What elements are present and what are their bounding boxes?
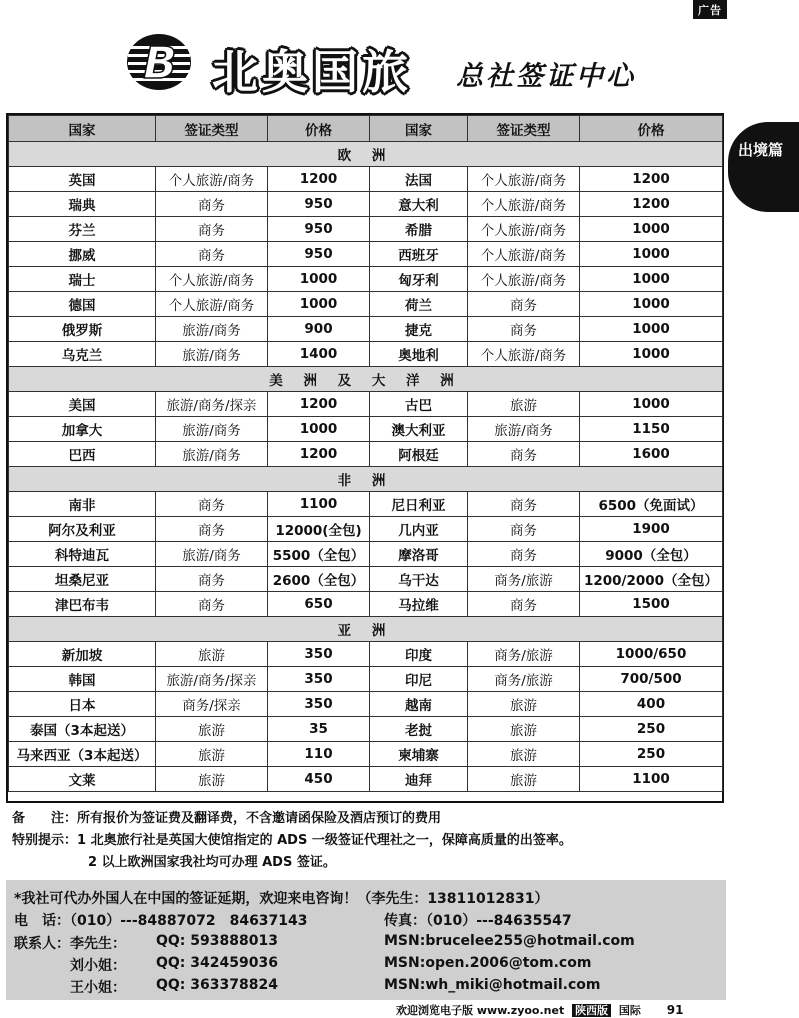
country-cell: 印尼	[370, 667, 468, 692]
page-footer	[396, 1002, 683, 1018]
price-cell: 1150	[580, 417, 723, 442]
price-cell: 250	[580, 742, 723, 767]
price-cell: 12000(全包)	[268, 517, 370, 542]
table-row	[9, 292, 723, 317]
price-cell: 1200	[268, 167, 370, 192]
remark-note: 备 注：所有报价为签证费及翻译费，不含邀请函保险及酒店预订的费用	[12, 811, 442, 826]
price-cell: 1900	[580, 517, 723, 542]
country-cell: 老挝	[370, 717, 468, 742]
price-cell: 350	[268, 692, 370, 717]
price-cell: 350	[268, 667, 370, 692]
price-cell: 1000	[580, 292, 723, 317]
country-cell: 迪拜	[370, 767, 468, 792]
table-row	[9, 417, 723, 442]
visa-type-cell: 商务/探亲	[156, 692, 268, 717]
visa-price-table	[6, 113, 724, 803]
ad-tag: 广告	[693, 0, 727, 19]
price-cell: 650	[268, 592, 370, 617]
region-row	[9, 617, 723, 642]
price-cell: 1200	[580, 192, 723, 217]
country-cell: 古巴	[370, 392, 468, 417]
footer-section: 国际	[618, 1004, 641, 1017]
region-row	[9, 467, 723, 492]
country-cell: 阿根廷	[370, 442, 468, 467]
country-cell: 瑞士	[9, 267, 156, 292]
footer-edition: 陕西版	[572, 1004, 611, 1017]
country-cell: 法国	[370, 167, 468, 192]
table-row	[9, 317, 723, 342]
price-cell: 1000	[268, 292, 370, 317]
country-cell: 巴西	[9, 442, 156, 467]
country-cell: 越南	[370, 692, 468, 717]
country-cell: 乌干达	[370, 567, 468, 592]
country-cell: 马拉维	[370, 592, 468, 617]
contact-msn: MSN:brucelee255@hotmail.com	[384, 933, 635, 949]
price-cell: 1500	[580, 592, 723, 617]
price-cell: 250	[580, 717, 723, 742]
country-cell: 澳大利亚	[370, 417, 468, 442]
visa-type-cell: 商务	[468, 592, 580, 617]
country-cell: 意大利	[370, 192, 468, 217]
country-cell: 韩国	[9, 667, 156, 692]
visa-type-cell: 旅游/商务	[156, 317, 268, 342]
contact-name: 王小姐：	[70, 980, 126, 996]
country-cell: 加拿大	[9, 417, 156, 442]
table-row	[9, 592, 723, 617]
contact-box	[6, 880, 726, 1000]
column-header: 国家	[370, 116, 468, 142]
price-cell: 350	[268, 642, 370, 667]
visa-type-cell: 个人旅游/商务	[468, 267, 580, 292]
header	[126, 32, 686, 99]
region-title: 欧 洲	[9, 142, 723, 167]
country-cell: 新加坡	[9, 642, 156, 667]
table-row	[9, 567, 723, 592]
country-cell: 摩洛哥	[370, 542, 468, 567]
visa-type-cell: 商务/旅游	[468, 642, 580, 667]
visa-type-cell: 个人旅游/商务	[468, 217, 580, 242]
column-header: 价格	[268, 116, 370, 142]
logo-letter: B	[143, 38, 177, 89]
visa-type-cell: 商务	[156, 217, 268, 242]
country-cell: 西班牙	[370, 242, 468, 267]
country-cell: 芬兰	[9, 217, 156, 242]
price-cell: 1000	[268, 267, 370, 292]
country-cell: 几内亚	[370, 517, 468, 542]
country-cell: 日本	[9, 692, 156, 717]
visa-type-cell: 商务	[468, 292, 580, 317]
visa-type-cell: 旅游	[156, 767, 268, 792]
price-cell: 1000/650	[580, 642, 723, 667]
country-cell: 希腊	[370, 217, 468, 242]
visa-type-cell: 旅游	[156, 742, 268, 767]
contact-name: 李先生：	[70, 936, 126, 952]
price-cell: 110	[268, 742, 370, 767]
visa-type-cell: 旅游/商务	[156, 342, 268, 367]
column-header: 签证类型	[468, 116, 580, 142]
logo-icon	[126, 32, 192, 92]
table-row	[9, 217, 723, 242]
price-cell: 1200	[580, 167, 723, 192]
region-row	[9, 367, 723, 392]
visa-type-cell: 旅游	[156, 642, 268, 667]
price-cell: 1000	[268, 417, 370, 442]
table-row	[9, 742, 723, 767]
price-cell: 1200	[268, 442, 370, 467]
visa-type-cell: 个人旅游/商务	[156, 267, 268, 292]
table-row	[9, 267, 723, 292]
table-row	[9, 517, 723, 542]
price-cell: 450	[268, 767, 370, 792]
country-cell: 坦桑尼亚	[9, 567, 156, 592]
country-cell: 挪威	[9, 242, 156, 267]
price-cell: 400	[580, 692, 723, 717]
contact-intro: *我社可代办外国人在中国的签证延期，欢迎来电咨询！（李先生：13811012831）	[14, 891, 549, 907]
country-cell: 泰国（3本起送）	[9, 717, 156, 742]
section-side-tab: 出境篇	[728, 122, 799, 212]
visa-type-cell: 旅游	[468, 767, 580, 792]
visa-type-cell: 个人旅游/商务	[156, 167, 268, 192]
table-header-row	[9, 116, 723, 142]
region-title: 亚 洲	[9, 617, 723, 642]
region-title: 美 洲 及 大 洋 洲	[9, 367, 723, 392]
price-cell: 1200	[268, 392, 370, 417]
visa-type-cell: 旅游	[156, 717, 268, 742]
column-header: 价格	[580, 116, 723, 142]
contact-name: 刘小姐：	[70, 958, 126, 974]
table-row	[9, 717, 723, 742]
phone-line: 电 话：（010）---84887072 84637143	[14, 913, 308, 929]
visa-type-cell: 商务	[156, 492, 268, 517]
column-header: 签证类型	[156, 116, 268, 142]
visa-type-cell: 个人旅游/商务	[156, 292, 268, 317]
price-cell: 950	[268, 242, 370, 267]
country-cell: 瑞典	[9, 192, 156, 217]
country-cell: 津巴布韦	[9, 592, 156, 617]
visa-type-cell: 旅游	[468, 742, 580, 767]
notes	[12, 808, 712, 874]
price-cell: 950	[268, 192, 370, 217]
brand-subtitle: 总社签证中心	[456, 61, 636, 92]
table-row	[9, 667, 723, 692]
contact-qq: QQ: 593888013	[156, 933, 278, 949]
column-header: 国家	[9, 116, 156, 142]
region-row	[9, 142, 723, 167]
table-row	[9, 767, 723, 792]
table-row	[9, 392, 723, 417]
visa-type-cell: 旅游	[468, 717, 580, 742]
price-cell: 1000	[580, 242, 723, 267]
price-cell: 1200/2000（全包）	[580, 567, 723, 592]
brand-name: 北奥国旅	[212, 45, 412, 99]
country-cell: 捷克	[370, 317, 468, 342]
contact-qq: QQ: 363378824	[156, 977, 278, 993]
country-cell: 印度	[370, 642, 468, 667]
visa-type-cell: 商务	[468, 317, 580, 342]
special-tip-2: 2 以上欧洲国家我社均可办理 ADS 签证。	[88, 855, 336, 870]
visa-type-cell: 旅游	[468, 692, 580, 717]
table-row	[9, 192, 723, 217]
visa-type-cell: 商务	[156, 517, 268, 542]
fax-line: 传真：（010）---84635547	[384, 913, 572, 929]
price-cell: 950	[268, 217, 370, 242]
country-cell: 文莱	[9, 767, 156, 792]
visa-type-cell: 商务	[156, 242, 268, 267]
visa-type-cell: 旅游	[468, 392, 580, 417]
price-cell: 6500（免面试）	[580, 492, 723, 517]
country-cell: 荷兰	[370, 292, 468, 317]
country-cell: 俄罗斯	[9, 317, 156, 342]
country-cell: 奥地利	[370, 342, 468, 367]
visa-type-cell: 商务/旅游	[468, 667, 580, 692]
country-cell: 南非	[9, 492, 156, 517]
visa-type-cell: 个人旅游/商务	[468, 342, 580, 367]
visa-type-cell: 商务	[156, 592, 268, 617]
table-row	[9, 342, 723, 367]
price-cell: 1000	[580, 392, 723, 417]
contacts-label: 联系人：	[14, 936, 70, 952]
visa-type-cell: 旅游/商务	[156, 542, 268, 567]
table-row	[9, 442, 723, 467]
country-cell: 阿尔及利亚	[9, 517, 156, 542]
table-row	[9, 492, 723, 517]
price-cell: 9000（全包）	[580, 542, 723, 567]
visa-type-cell: 商务	[156, 567, 268, 592]
country-cell: 柬埔寨	[370, 742, 468, 767]
table-row	[9, 242, 723, 267]
country-cell: 匈牙利	[370, 267, 468, 292]
price-cell: 5500（全包）	[268, 542, 370, 567]
visa-type-cell: 商务	[468, 492, 580, 517]
country-cell: 尼日利亚	[370, 492, 468, 517]
price-cell: 900	[268, 317, 370, 342]
price-cell: 2600（全包）	[268, 567, 370, 592]
visa-type-cell: 旅游/商务	[468, 417, 580, 442]
footer-site: 欢迎浏览电子版 www.zyoo.net	[396, 1004, 565, 1017]
price-cell: 1000	[580, 317, 723, 342]
table-row	[9, 167, 723, 192]
price-cell: 1000	[580, 342, 723, 367]
price-cell: 1100	[268, 492, 370, 517]
visa-type-cell: 商务	[468, 542, 580, 567]
country-cell: 美国	[9, 392, 156, 417]
price-cell: 1100	[580, 767, 723, 792]
page-number: 91	[666, 1003, 684, 1017]
country-cell: 科特迪瓦	[9, 542, 156, 567]
price-cell: 1000	[580, 217, 723, 242]
visa-type-cell: 旅游/商务	[156, 442, 268, 467]
visa-type-cell: 个人旅游/商务	[468, 242, 580, 267]
country-cell: 德国	[9, 292, 156, 317]
visa-type-cell: 商务	[468, 442, 580, 467]
country-cell: 英国	[9, 167, 156, 192]
contact-qq: QQ: 342459036	[156, 955, 278, 971]
visa-type-cell: 个人旅游/商务	[468, 167, 580, 192]
region-title: 非 洲	[9, 467, 723, 492]
visa-type-cell: 商务	[156, 192, 268, 217]
price-cell: 1600	[580, 442, 723, 467]
table-row	[9, 542, 723, 567]
visa-type-cell: 旅游/商务/探亲	[156, 667, 268, 692]
special-tip-1: 特别提示：1 北奥旅行社是英国大使馆指定的 ADS 一级签证代理社之一，保障高质量的出签率。	[12, 833, 572, 848]
price-cell: 35	[268, 717, 370, 742]
visa-type-cell: 商务/旅游	[468, 567, 580, 592]
price-cell: 1400	[268, 342, 370, 367]
contact-msn: MSN:wh_miki@hotmail.com	[384, 977, 601, 993]
contact-msn: MSN:open.2006@tom.com	[384, 955, 592, 971]
price-cell: 700/500	[580, 667, 723, 692]
visa-type-cell: 商务	[468, 517, 580, 542]
country-cell: 乌克兰	[9, 342, 156, 367]
visa-type-cell: 个人旅游/商务	[468, 192, 580, 217]
table-row	[9, 642, 723, 667]
visa-type-cell: 旅游/商务	[156, 417, 268, 442]
table-row	[9, 692, 723, 717]
country-cell: 马来西亚（3本起送）	[9, 742, 156, 767]
price-cell: 1000	[580, 267, 723, 292]
visa-type-cell: 旅游/商务/探亲	[156, 392, 268, 417]
